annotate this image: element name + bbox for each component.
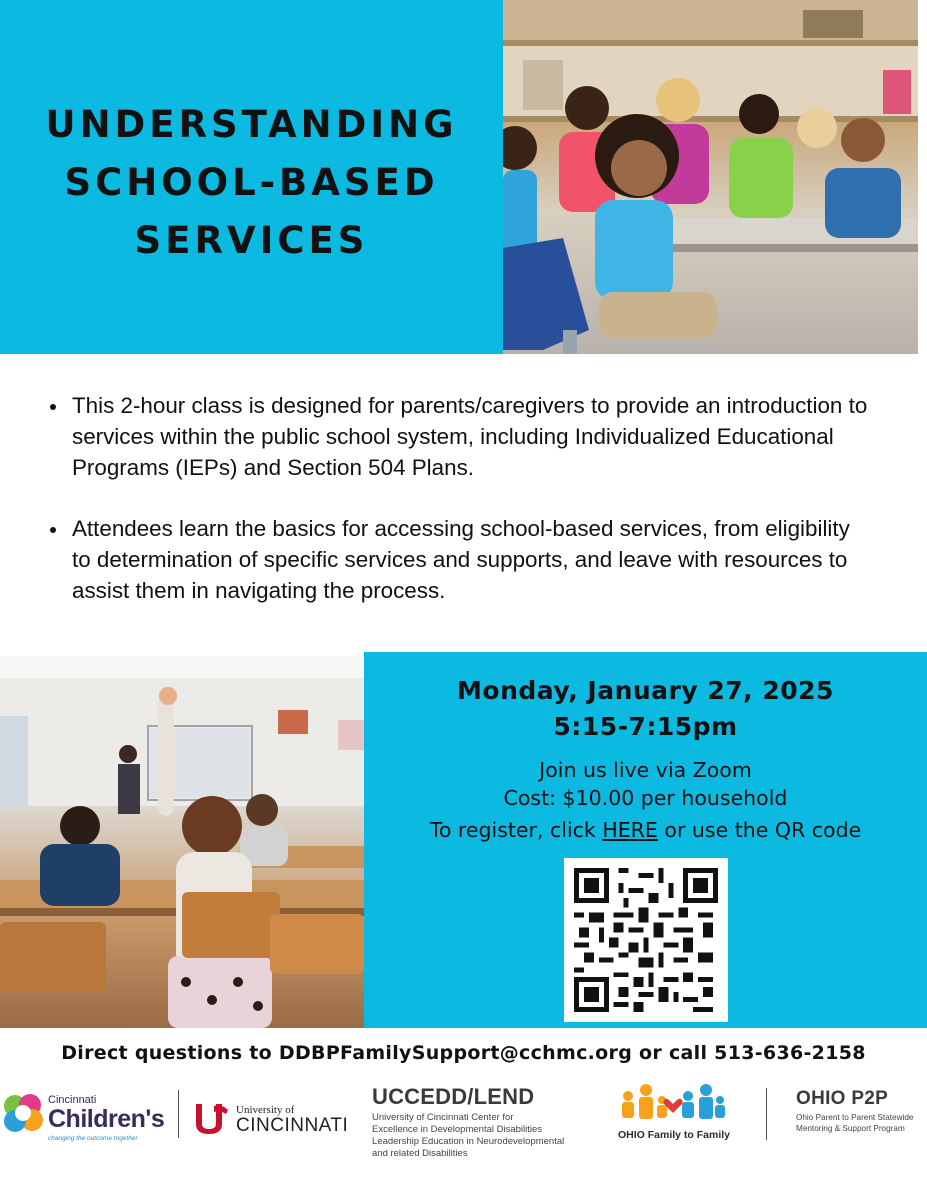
event-format: Join us live via Zoom	[539, 758, 752, 782]
description-list	[48, 390, 868, 636]
register-prefix: To register, click	[429, 818, 603, 842]
partner-logos	[0, 1080, 927, 1200]
uc-name: CINCINNATI	[236, 1115, 349, 1136]
title-banner	[0, 0, 503, 354]
bullet-item-class-description: This 2-hour class is designed for parents/caregivers to provide an introduction to services within the public school system, including Individualized Educational Programs (IEPs) and Section 504 Plans.	[48, 390, 868, 483]
ohio-p2p-line-2: Mentoring & Support Program	[796, 1124, 905, 1133]
uc-small-text: University of	[236, 1104, 295, 1116]
contact-line: Direct questions to DDBPFamilySupport@cchmc.org or call 513-636-2158	[61, 1042, 866, 1064]
uccedd-lend-line-2: Excellence in Developmental Disabilities	[372, 1124, 543, 1135]
title-line-3: SERVICES	[134, 219, 369, 262]
register-suffix: or use the QR code	[657, 818, 862, 842]
cincinnati-childrens-logo	[2, 1088, 165, 1152]
uccedd-lend-description	[372, 1112, 602, 1160]
event-time: 5:15-7:15pm	[553, 712, 738, 741]
cincinnati-childrens-small-text: Cincinnati	[48, 1094, 97, 1106]
bullet-item-attendees: Attendees learn the basics for accessing school-based services, from eligibility to determination of specific services and supports, and leave with resources to assist them in navigating the process.	[48, 513, 868, 606]
register-here-link[interactable]: HERE	[602, 818, 658, 842]
event-info-panel	[364, 652, 927, 1028]
ohio-family-to-family-logo	[612, 1082, 736, 1148]
logo-divider	[178, 1090, 179, 1138]
register-line	[364, 818, 927, 842]
uccedd-lend-logo	[372, 1084, 602, 1164]
uc-mark-icon	[192, 1102, 230, 1136]
cincinnati-childrens-name: Children's	[48, 1105, 165, 1133]
classroom-children-photo	[503, 0, 918, 354]
ohio-p2p-logo	[796, 1088, 927, 1138]
page-title	[0, 96, 503, 270]
uccedd-lend-line-4: and related Disabilities	[372, 1148, 468, 1159]
family-figures-icon	[616, 1082, 730, 1126]
title-line-2: SCHOOL-BASED	[64, 161, 439, 204]
cincinnati-childrens-mark-icon	[2, 1092, 44, 1134]
title-line-1: UNDERSTANDING	[45, 103, 458, 146]
classroom-children-illustration	[503, 0, 918, 354]
ohio-p2p-description	[796, 1112, 927, 1134]
event-date: Monday, January 27, 2025	[457, 676, 834, 705]
qr-code-icon	[574, 868, 718, 1012]
classroom-raised-hand-illustration	[0, 656, 364, 1028]
classroom-raised-hand-photo	[0, 656, 364, 1028]
event-cost: Cost: $10.00 per household	[503, 786, 788, 810]
logo-divider	[766, 1088, 767, 1140]
uccedd-lend-title: UCCEDD/LEND	[372, 1084, 535, 1109]
cincinnati-childrens-tagline: changing the outcome together	[48, 1135, 138, 1142]
uccedd-lend-line-1: University of Cincinnati Center for	[372, 1112, 514, 1123]
university-of-cincinnati-logo	[192, 1098, 357, 1144]
ohio-p2p-line-1: Ohio Parent to Parent Statewide	[796, 1113, 914, 1122]
uccedd-lend-line-3: Leadership Education in Neurodevelopmental	[372, 1136, 565, 1147]
ohio-family-to-family-text: OHIO Family to Family	[617, 1129, 731, 1141]
ohio-p2p-title: OHIO P2P	[796, 1088, 889, 1109]
registration-qr-code[interactable]	[564, 858, 728, 1022]
